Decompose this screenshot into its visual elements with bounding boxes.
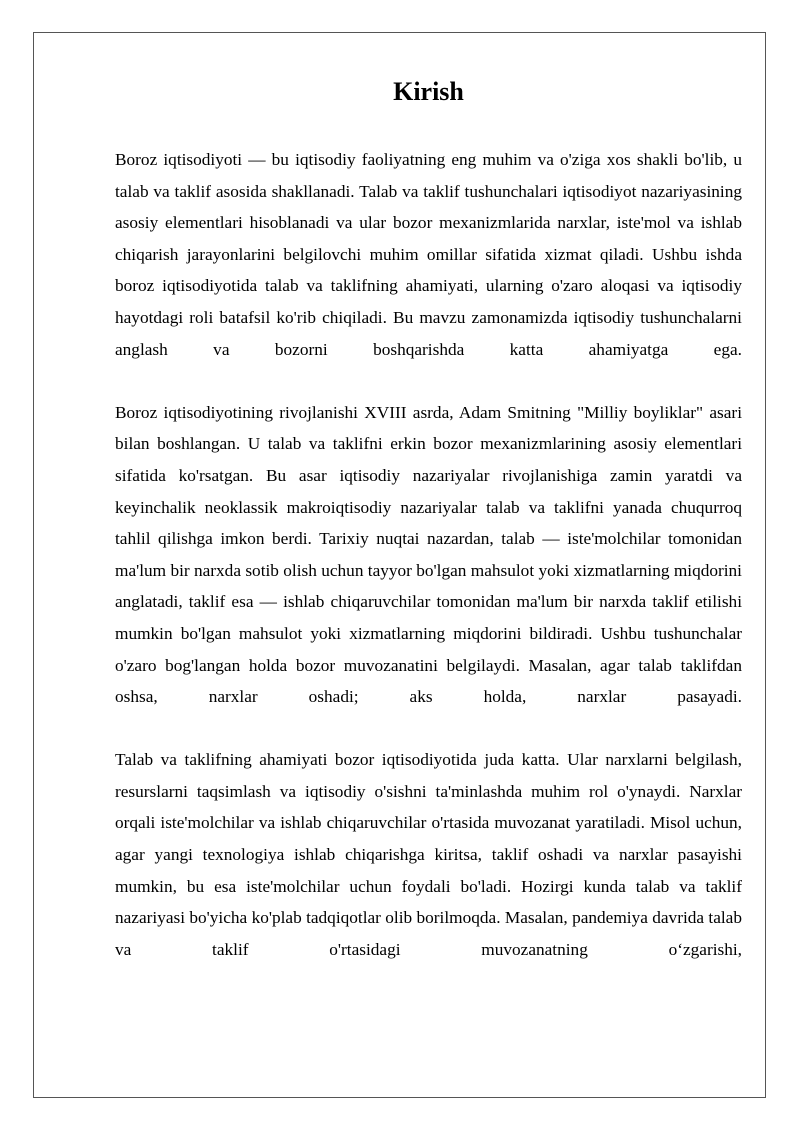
document-title: Kirish <box>393 77 464 106</box>
paragraph-importance: Talab va taklifning ahamiyati bozor iqtisodiyotida juda katta. Ular narxlarni belgilash, resurslarni taqsimlash va iqtisodiy o'sishni ta'minlashda muhim rol o'ynaydi. Narxlar orqali iste'molchilar va ishlab chiqaruvchilar o'rtasida muvozanat yaratiladi. Misol uchun, agar yangi texnologiya ishlab chiqarishga kiritsa, taklif oshadi va narxlar pasayishi mumkin, bu esa iste'molchilar uchun foydali bo'ladi. Hozirgi kunda talab va taklif nazariyasi bo'yicha ko'plab tadqiqotlar olib borilmoqda. Masalan, pandemiya davrida talab va taklif o'rtasidagi muvozanatning oʻzgarishi, <box>115 750 742 959</box>
paragraph-intro: Boroz iqtisodiyoti — bu iqtisodiy faoliyatning eng muhim va o'ziga xos shakli bo'lib, u talab va taklif asosida shakllanadi. Talab va taklif tushunchalari iqtisodiyot nazariyasining asosiy elementlari hisoblanadi va ular bozor mexanizmlarida narxlar, iste'mol va ishlab chiqarish jarayonlarini belgilovchi muhim omillar sifatida xizmat qiladi. Ushbu ishda boroz iqtisodiyotida talab va taklifning ahamiyati, ularning o'zaro aloqasi va iqtisodiy hayotdagi roli batafsil ko'rib chiqiladi. Bu mavzu zamonamizda iqtisodiy tushunchalarni anglash va bozorni boshqarishda katta ahamiyatga ega. <box>115 150 742 359</box>
paragraph-history: Boroz iqtisodiyotining rivojlanishi XVIII asrda, Adam Smitning "Milliy boyliklar" asari bilan boshlangan. U talab va taklifni erkin bozor mexanizmlarining asosiy elementlari sifatida ko'rsatgan. Bu asar iqtisodiy nazariyalar rivojlanishiga zamin yaratdi va keyinchalik neoklassik makroiqtisodiy nazariyalar talab va taklifni yanada chuqurroq tahlil qilishga imkon berdi. Tarixiy nuqtai nazardan, talab — iste'molchilar tomonidan ma'lum bir narxda sotib olish uchun tayyor bo'lgan mahsulot yoki xizmatlarning miqdorini anglatadi, taklif esa — ishlab chiqaruvchilar tomonidan ma'lum bir narxda taklif etilishi mumkin bo'lgan mahsulot yoki xizmatlarning miqdorini bildiradi. Ushbu tushunchalar o'zaro bog'langan holda bozor muvozanatini belgilaydi. Masalan, agar talab taklifdan oshsa, narxlar oshadi; aks holda, narxlar pasayadi. <box>115 402 742 707</box>
document-body <box>115 74 742 965</box>
